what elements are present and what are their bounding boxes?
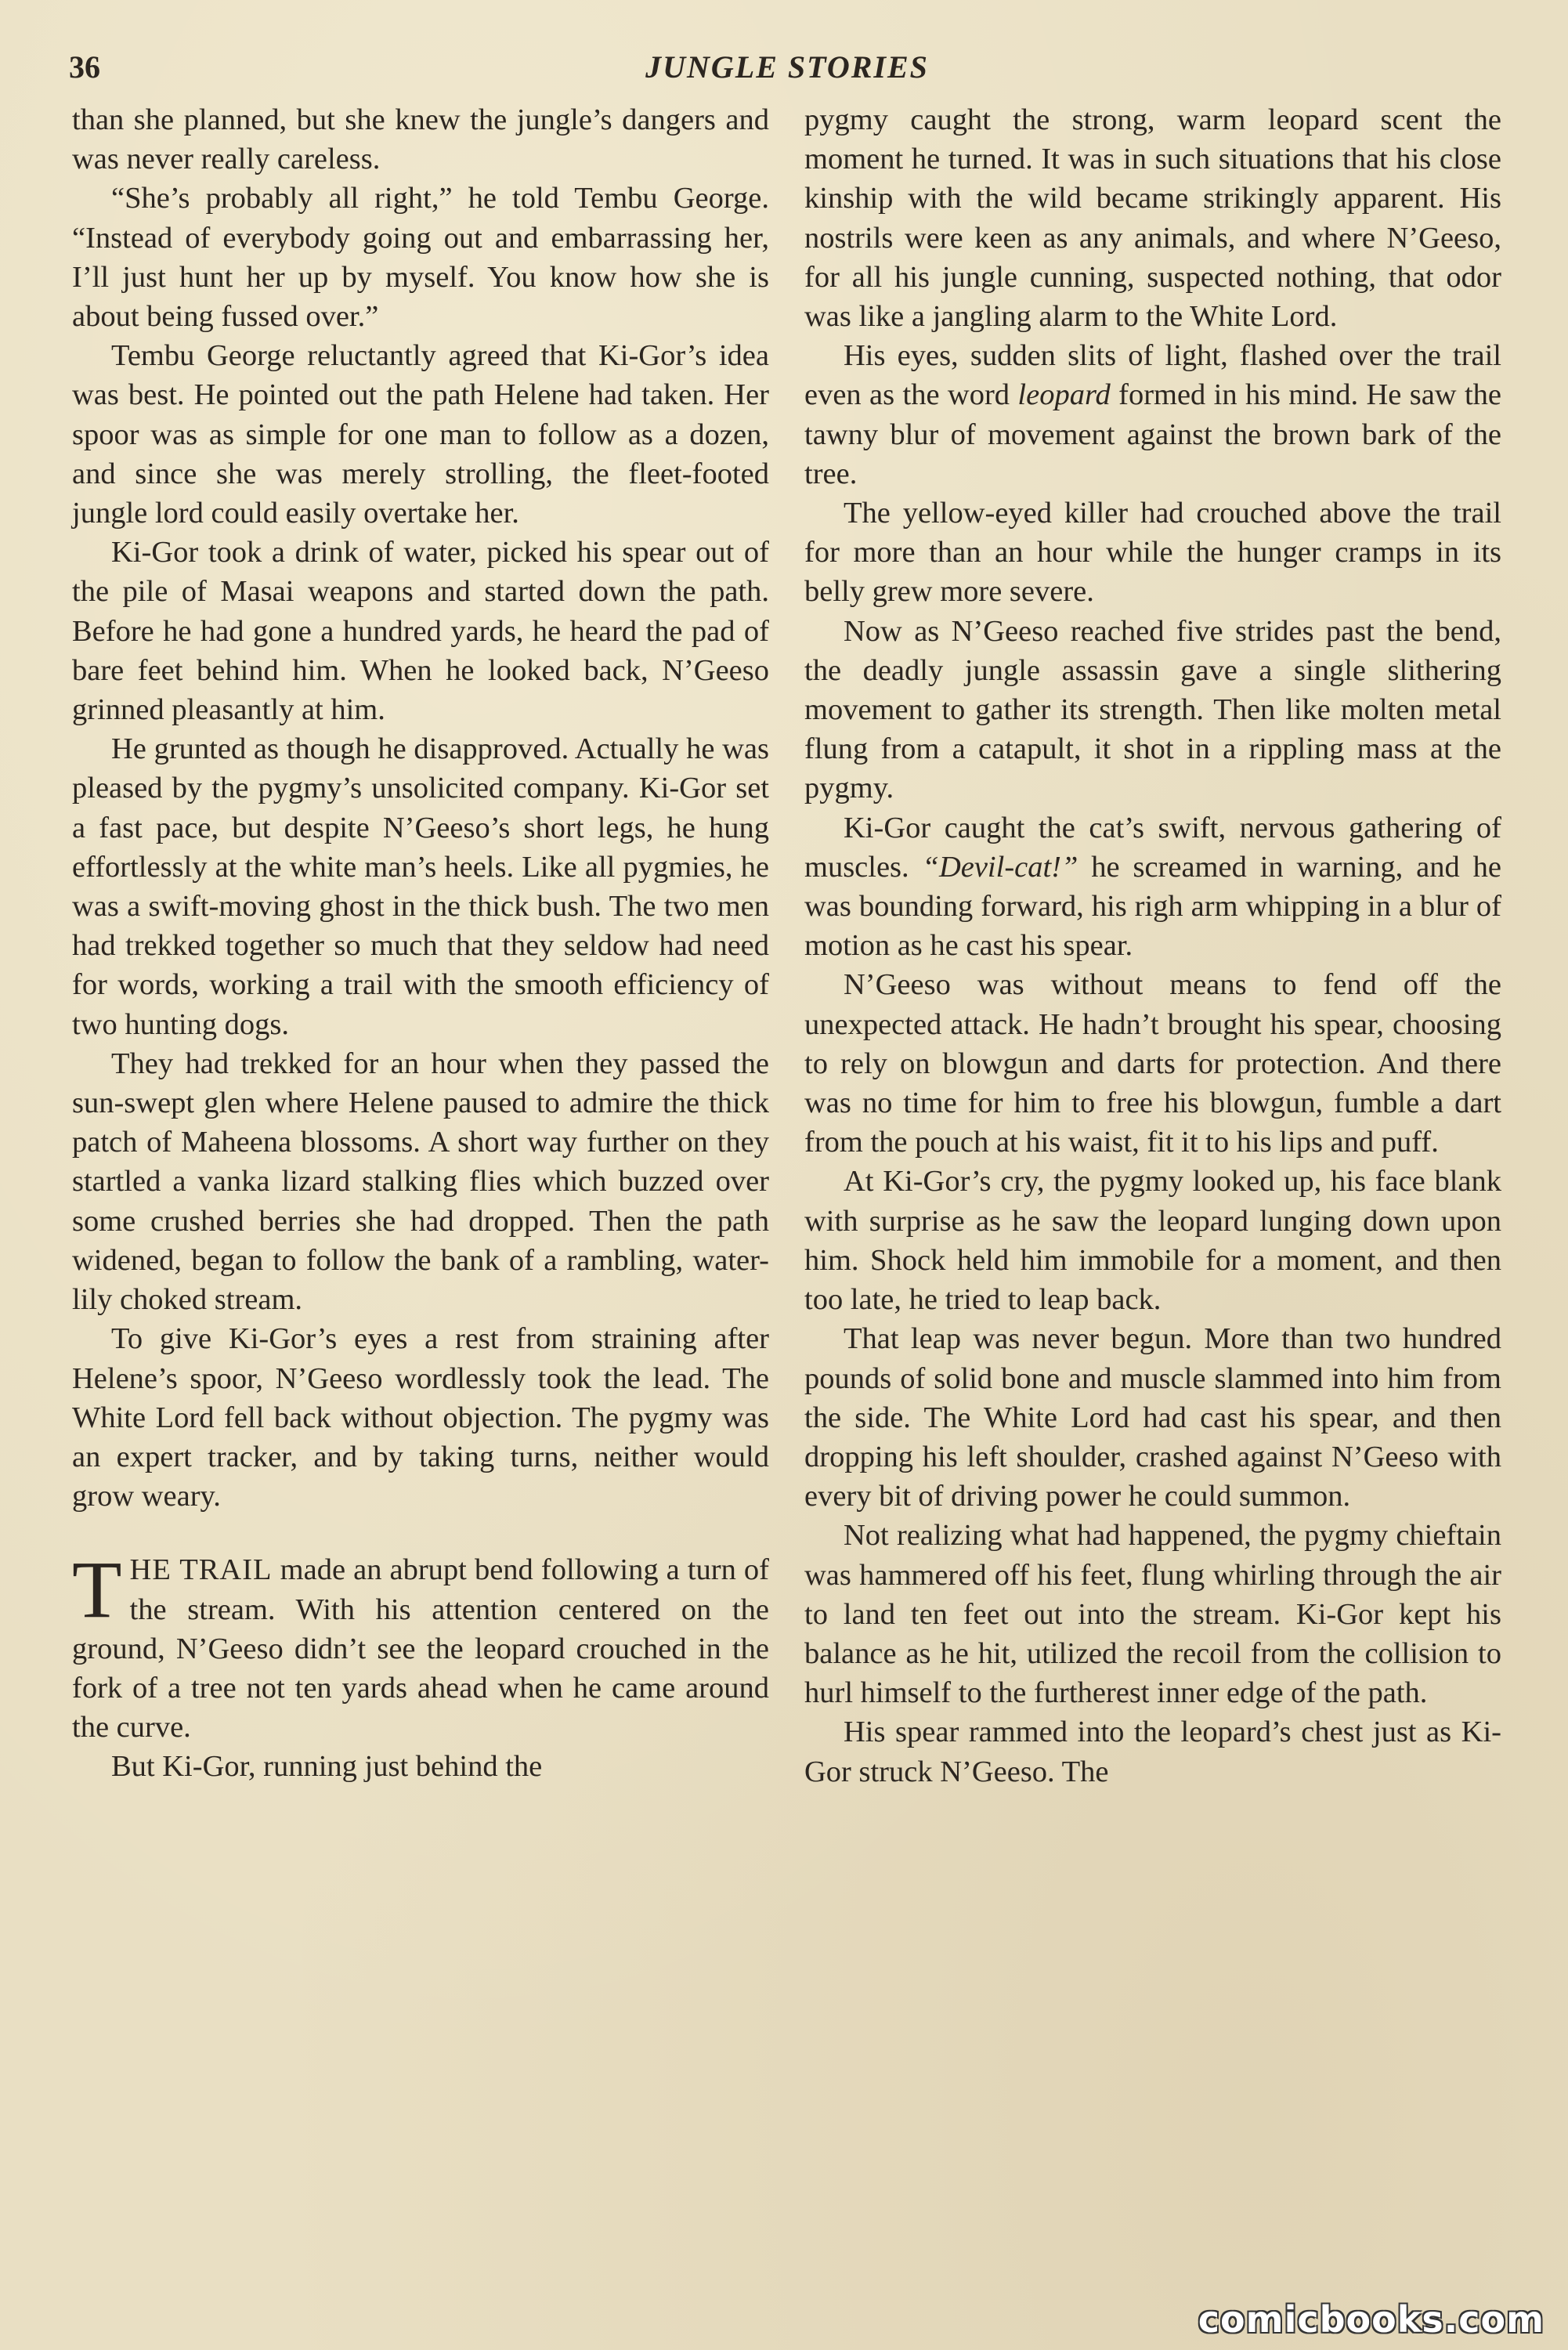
paragraph-text: Ki-Gor caught the cat’s swift, nervous gathering of muscles.	[804, 811, 1501, 884]
paragraph-text: His eyes, sudden slits of light, flashed over the trail even as the word	[804, 339, 1501, 412]
paragraph	[804, 336, 1501, 494]
page-number: 36	[69, 49, 100, 85]
paragraph: At Ki-Gor’s cry, the pygmy looked up, his face blank with surprise as he saw the leopard lunging down upon him. Shock held him immobile for a moment, and then too late, he tried to leap back.	[804, 1165, 1501, 1317]
paragraph: “She’s probably all right,” he told Tembu George. “Instead of everybody going out and embarrassing her, I’ll just hunt her up by myself. You know how she is about being fussed over.”	[72, 182, 769, 334]
left-column	[72, 100, 769, 1787]
running-title: JUNGLE STORIES	[645, 49, 929, 85]
paragraph	[804, 808, 1501, 966]
emphasis: “Devil-cat!”	[922, 850, 1078, 884]
drop-cap: T	[72, 1545, 122, 1636]
section-opening-paragraph	[72, 1545, 769, 1747]
paragraph: They had trekked for an hour when they passed the sun-swept glen where Helene paused to admire the thick patch of Maheena blossoms. A short way further on they startled a vanka lizard stalking flies which buzzed over some crushed berries she had dropped. Then the path widened, began to follow the bank of a rambling, water-lily choked stream.	[72, 1047, 769, 1317]
paragraph-text: formed in his mind. He saw the tawny blur of movement against the brown bark of the tree.	[804, 378, 1501, 490]
paragraph: Ki-Gor took a drink of water, picked his spear out of the pile of Masai weapons and started down the path. Before he had gone a hundred yards, he heard the pad of bare feet behind him. When he looked back, N’Geeso grinned pleasantly at him.	[72, 536, 769, 727]
paragraph: But Ki-Gor, running just behind the	[111, 1750, 543, 1784]
right-column	[804, 100, 1501, 1791]
paragraph-text: he screamed in warning, and he was bounding forward, his righ arm whipping in a blur of motion as he cast his spear.	[804, 850, 1501, 963]
paragraph: pygmy caught the strong, warm leopard scent the moment he turned. It was in such situations that his close kinship with the wild became strikingly apparent. His nostrils were keen as any animals, and where N’Geeso, for all his jungle cunning, suspected nothing, that odor was like a jangling alarm to the White Lord.	[804, 103, 1501, 334]
paragraph: That leap was never begun. More than two hundred pounds of solid bone and muscle slammed into him from the side. The White Lord had cast his spear, and then dropping his left shoulder, crashed against N’Geeso with every bit of driving power he could summon.	[804, 1322, 1501, 1513]
section-lead-words: HE TRAIL	[129, 1553, 273, 1587]
paragraph: The yellow-eyed killer had crouched above the trail for more than an hour while the hunger cramps in its belly grew more severe.	[804, 497, 1501, 609]
paragraph: To give Ki-Gor’s eyes a rest from straining after Helene’s spoor, N’Geeso wordlessly took the lead. The White Lord fell back without objection. The pygmy was an expert tracker, and by taking turns, neither would grow weary.	[72, 1322, 769, 1513]
paragraph: N’Geeso was without means to fend off the unexpected attack. He hadn’t brought his spear, choosing to rely on blowgun and darts for protection. And there was no time for him to free his blowgun, fumble a dart from the pouch at his waist, fit it to his lips and puff.	[804, 968, 1501, 1159]
emphasis: leopard	[1017, 378, 1111, 412]
watermark: comicbooks.com	[1198, 2298, 1545, 2341]
paragraph: His spear rammed into the leopard’s chest just as Ki-Gor struck N’Geeso. The	[804, 1716, 1501, 1788]
paragraph: than she planned, but she knew the jungle’s dangers and was never really careless.	[72, 103, 769, 176]
paragraph: Not realizing what had happened, the pygmy chieftain was hammered off his feet, flung whirling through the air to land ten feet out into the stream. Ki-Gor kept his balance as he hit, utilized the recoil from the collision to hurl himself to the furtherest inner edge of the path.	[804, 1519, 1501, 1710]
paragraph: Now as N’Geeso reached five strides past the bend, the deadly jungle assassin gave a single slithering movement to gather its strength. Then like molten metal flung from a catapult, it shot in a rippling mass at the pygmy.	[804, 614, 1501, 805]
section-text: made an abrupt bend following a turn of the stream. With his attention centered on the ground, N’Geeso didn’t see the leopard crouched in the fork of a tree not ten yards ahead when he came around the curve.	[72, 1553, 769, 1744]
paragraph: He grunted as though he disapproved. Actually he was pleased by the pygmy’s unsolicited company. Ki-Gor set a fast pace, but despite N’Geeso’s short legs, he hung effortlessly at the white man’s heels. Like all pygmies, he was a swift-moving ghost in the thick bush. The two men had trekked together so much that they seldow had need for words, working a trail with the smooth efficiency of two hunting dogs.	[72, 732, 769, 1041]
paragraph: Tembu George reluctantly agreed that Ki-Gor’s idea was best. He pointed out the path Helene had taken. Her spoor was as simple for one man to follow as a dozen, and since she was merely strolling, the fleet-footed jungle lord could easily overtake her.	[72, 339, 769, 530]
page-header	[69, 49, 1505, 96]
